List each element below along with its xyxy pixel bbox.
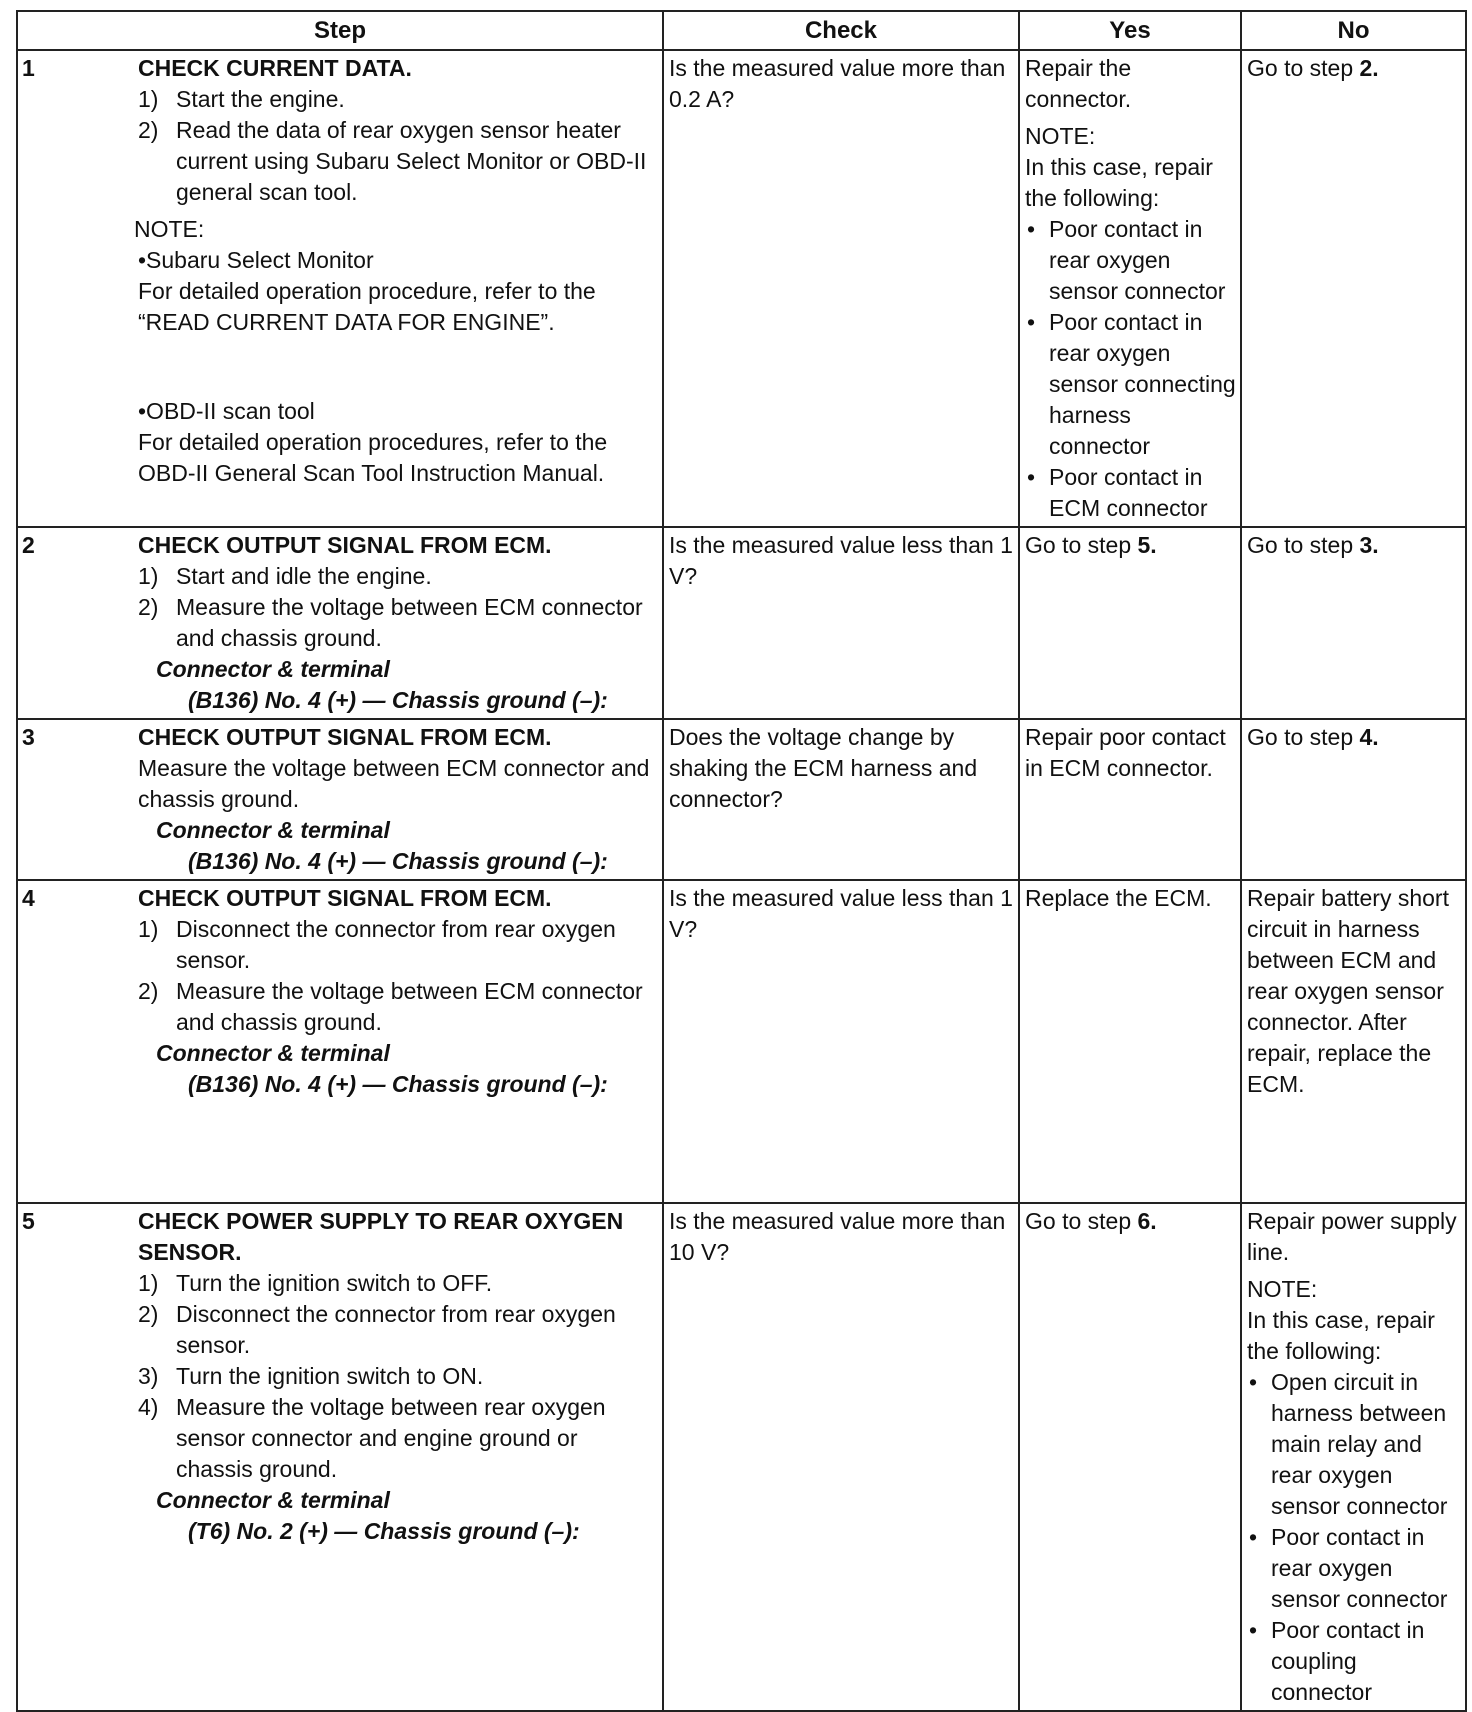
- step-title: CHECK OUTPUT SIGNAL FROM ECM.: [138, 885, 552, 911]
- no-cell: Repair battery short circuit in harness between ECM and rear oxygen sensor connector. After repair, replace the ECM.: [1241, 880, 1466, 1203]
- step-number: 1: [22, 55, 35, 81]
- header-no: No: [1241, 11, 1466, 50]
- note-text: In this case, repair the following:: [1025, 154, 1213, 211]
- yes-cell: Go to step 5.: [1019, 527, 1241, 719]
- note-text: For detailed operation procedure, refer to the “READ CURRENT DATA FOR ENGINE”.: [138, 278, 596, 335]
- table-row: [17, 880, 1466, 1203]
- bullet-item: • Poor contact in rear oxygen sensor connector: [1249, 1524, 1448, 1612]
- step-cell: [17, 880, 663, 1203]
- list-item: 2) Read the data of rear oxygen sensor heater current using Subaru Select Monitor or OBD-II general scan tool.: [138, 117, 647, 205]
- bullet-item: • Poor contact in rear oxygen sensor connecting harness connector: [1027, 309, 1236, 459]
- bullet-item: • Poor contact in coupling connector: [1249, 1617, 1425, 1705]
- no-text: Repair power supply line.: [1247, 1208, 1457, 1265]
- list-item: 1) Start and idle the engine.: [138, 563, 432, 589]
- check-cell: Is the measured value more than 0.2 A?: [663, 50, 1019, 527]
- list-item: 1) Start the engine.: [138, 86, 345, 112]
- step-number: 3: [22, 724, 35, 750]
- no-cell: [1241, 1203, 1466, 1711]
- list-item: 3) Turn the ignition switch to ON.: [138, 1363, 484, 1389]
- check-cell: Is the measured value less than 1 V?: [663, 880, 1019, 1203]
- header-yes: Yes: [1019, 11, 1241, 50]
- connector-terminal: (T6) No. 2 (+) — Chassis ground (–):: [188, 1518, 580, 1544]
- step-title: CHECK OUTPUT SIGNAL FROM ECM.: [138, 724, 552, 750]
- step-list: [138, 84, 652, 208]
- check-cell: Does the voltage change by shaking the ECM harness and connector?: [663, 719, 1019, 880]
- no-cell: Go to step 3.: [1241, 527, 1466, 719]
- step-title: CHECK OUTPUT SIGNAL FROM ECM.: [138, 532, 552, 558]
- table-row: [17, 1203, 1466, 1711]
- yes-cell: Replace the ECM.: [1019, 880, 1241, 1203]
- table-row: [17, 527, 1466, 719]
- step-text: Measure the voltage between ECM connector and chassis ground.: [138, 755, 650, 812]
- check-cell: Is the measured value less than 1 V?: [663, 527, 1019, 719]
- bullet-item: • Open circuit in harness between main relay and rear oxygen sensor connector: [1249, 1369, 1448, 1519]
- table-row: [17, 50, 1466, 527]
- list-item: 2) Measure the voltage between ECM connector and chassis ground.: [138, 594, 643, 651]
- no-cell: Go to step 2.: [1241, 50, 1466, 527]
- step-cell: [17, 527, 663, 719]
- step-list: [138, 561, 652, 654]
- step-title: CHECK CURRENT DATA.: [138, 55, 412, 81]
- step-cell: [17, 719, 663, 880]
- yes-cell: Go to step 6.: [1019, 1203, 1241, 1711]
- connector-terminal: (B136) No. 4 (+) — Chassis ground (–):: [188, 848, 608, 874]
- list-item: 2) Measure the voltage between ECM connector and chassis ground.: [138, 978, 643, 1035]
- step-cell: [17, 50, 663, 527]
- yes-text: Repair the connector.: [1025, 55, 1132, 112]
- connector-heading: Connector & terminal: [156, 656, 390, 682]
- diagnostic-table: [16, 10, 1467, 1712]
- connector-heading: Connector & terminal: [156, 817, 390, 843]
- connector-terminal: (B136) No. 4 (+) — Chassis ground (–):: [188, 1071, 608, 1097]
- note-label: NOTE:: [134, 216, 205, 242]
- yes-cell: [1019, 50, 1241, 527]
- note-label: NOTE:: [1247, 1276, 1318, 1302]
- list-item: 4) Measure the voltage between rear oxygen sensor connector and engine ground or chassis ground.: [138, 1394, 606, 1482]
- connector-heading: Connector & terminal: [156, 1487, 390, 1513]
- step-title: CHECK POWER SUPPLY TO REAR OXYGEN SENSOR.: [138, 1208, 624, 1265]
- header-step: Step: [17, 11, 663, 50]
- step-cell: [17, 1203, 663, 1711]
- list-item: 2) Disconnect the connector from rear oxygen sensor.: [138, 1301, 616, 1358]
- bullet-item: • Poor contact in rear oxygen sensor connector: [1027, 216, 1226, 304]
- note-heading: •Subaru Select Monitor: [138, 247, 374, 273]
- step-list: [138, 914, 652, 1038]
- table-row: [17, 719, 1466, 880]
- note-heading: •OBD-II scan tool: [138, 398, 315, 424]
- step-list: [138, 1268, 652, 1485]
- note-text: For detailed operation procedures, refer to the OBD-II General Scan Tool Instruction Manual.: [138, 429, 608, 486]
- bullet-item: • Poor contact in ECM connector: [1027, 464, 1208, 521]
- step-number: 5: [22, 1208, 35, 1234]
- connector-heading: Connector & terminal: [156, 1040, 390, 1066]
- no-cell: Go to step 4.: [1241, 719, 1466, 880]
- header-row: [17, 11, 1466, 50]
- list-item: 1) Disconnect the connector from rear oxygen sensor.: [138, 916, 616, 973]
- list-item: 1) Turn the ignition switch to OFF.: [138, 1270, 493, 1296]
- header-check: Check: [663, 11, 1019, 50]
- step-number: 4: [22, 885, 35, 911]
- step-number: 2: [22, 532, 35, 558]
- yes-cell: Repair poor contact in ECM connector.: [1019, 719, 1241, 880]
- note-text: In this case, repair the following:: [1247, 1307, 1435, 1364]
- note-label: NOTE:: [1025, 123, 1096, 149]
- connector-terminal: (B136) No. 4 (+) — Chassis ground (–):: [188, 687, 608, 713]
- check-cell: Is the measured value more than 10 V?: [663, 1203, 1019, 1711]
